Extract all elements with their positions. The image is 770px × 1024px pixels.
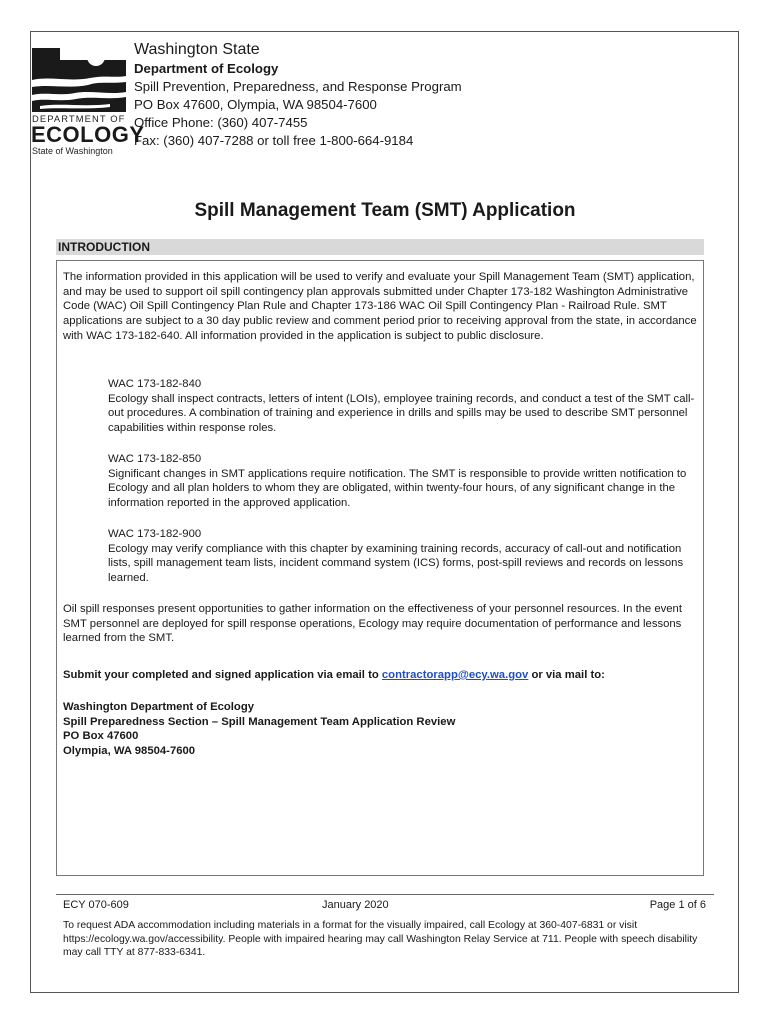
agency-program: Spill Prevention, Preparedness, and Response Program bbox=[134, 79, 462, 94]
email-link[interactable]: contractorapp@ecy.wa.gov bbox=[381, 669, 529, 681]
mailing-address bbox=[63, 700, 703, 759]
footer-divider bbox=[56, 894, 714, 895]
submit-text-before: Submit your completed and signed application via email to bbox=[63, 669, 382, 681]
section-header-introduction bbox=[56, 239, 704, 255]
agency-address: PO Box 47600, Olympia, WA 98504-7600 bbox=[134, 97, 377, 112]
submit-instructions bbox=[63, 668, 703, 683]
wac-text: Significant changes in SMT applications require notification. The SMT is responsible to provide written notification to Ecology and all plan holders to whom they are obligated, within twenty-four hours, of any significant change in the information reported in the approved application. bbox=[108, 467, 687, 510]
agency-fax: Fax: (360) 407-7288 or toll free 1-800-664-9184 bbox=[134, 133, 414, 148]
logo-text-state: State of Washington bbox=[32, 146, 113, 156]
wac-text: Ecology shall inspect contracts, letters of intent (LOIs), employee training records, and conduct a test of the SMT call-out procedures. A combination of training and experience in drills and spills may be used to describe SMT personnel capabilities within response roles. bbox=[108, 392, 695, 435]
address-line: PO Box 47600 bbox=[63, 730, 139, 743]
ecology-landscape-icon bbox=[30, 40, 126, 112]
address-line: Spill Preparedness Section – Spill Management Team Application Review bbox=[63, 715, 456, 728]
agency-contact-block bbox=[134, 40, 462, 150]
oil-spill-paragraph: Oil spill responses present opportunities to gather information on the effectiveness of your personnel resources. In the event SMT personnel are deployed for spill response operations, Ecology may require documentation of performance and lessons learned from the SMT. bbox=[63, 603, 682, 645]
letterhead bbox=[30, 40, 670, 162]
logo-text-ecology: ECOLOGY bbox=[31, 122, 145, 147]
wac-code: WAC 173-182-840 bbox=[108, 378, 202, 390]
section-header-label: INTRODUCTION bbox=[58, 240, 150, 254]
logo-text-department: DEPARTMENT OF bbox=[32, 113, 126, 124]
agency-state: Washington State bbox=[134, 41, 260, 58]
wac-code: WAC 173-182-850 bbox=[108, 453, 202, 465]
wac-block bbox=[108, 377, 700, 436]
ecology-logo bbox=[30, 40, 145, 158]
wac-text: Ecology may verify compliance with this chapter by examining training records, accuracy of call-out and notification lists, spill management team lists, incident command system (ICS) forms, post-spill reviews and records on lessons learned. bbox=[108, 542, 684, 585]
intro-paragraph: The information provided in this application will be used to verify and evaluate your Spill Management Team (SMT) application, and may be used to support oil spill contingency plan approvals submitted under Chapter 173-182 Washington Administrative Code (WAC) Oil Spill Contingency Plan Rule and Chapter 173-186 WAC Oil Spill Contingency Plan - Railroad Rule. SMT applications are subject to a 30 day public review and comment period prior to receiving approval from the state, in accordance with WAC 173-182-640. All information provided in the application is subject to public disclosure. bbox=[63, 271, 697, 342]
ada-notice: To request ADA accommodation including materials in a format for the visually impaired, call Ecology at 360-407-6831 or visit https://ecology.wa.gov/accessibility. People with impaired hearing may call Washington Relay Service at 711. People with speech disability may call TTY at 877-833-6341. bbox=[63, 920, 698, 959]
page-number: Page 1 of 6 bbox=[649, 899, 706, 911]
submit-text-after: or via mail to: bbox=[528, 669, 605, 681]
agency-phone: Office Phone: (360) 407-7455 bbox=[134, 115, 308, 130]
wac-block bbox=[108, 452, 700, 511]
address-line: Washington Department of Ecology bbox=[63, 701, 255, 713]
wac-code: WAC 173-182-900 bbox=[108, 528, 202, 540]
document-title: Spill Management Team (SMT) Application bbox=[194, 200, 576, 221]
form-date: January 2020 bbox=[322, 899, 389, 911]
agency-department: Department of Ecology bbox=[134, 61, 279, 76]
form-number: ECY 070-609 bbox=[63, 899, 129, 911]
address-line: Olympia, WA 98504-7600 bbox=[63, 745, 196, 758]
wac-block bbox=[108, 527, 700, 586]
